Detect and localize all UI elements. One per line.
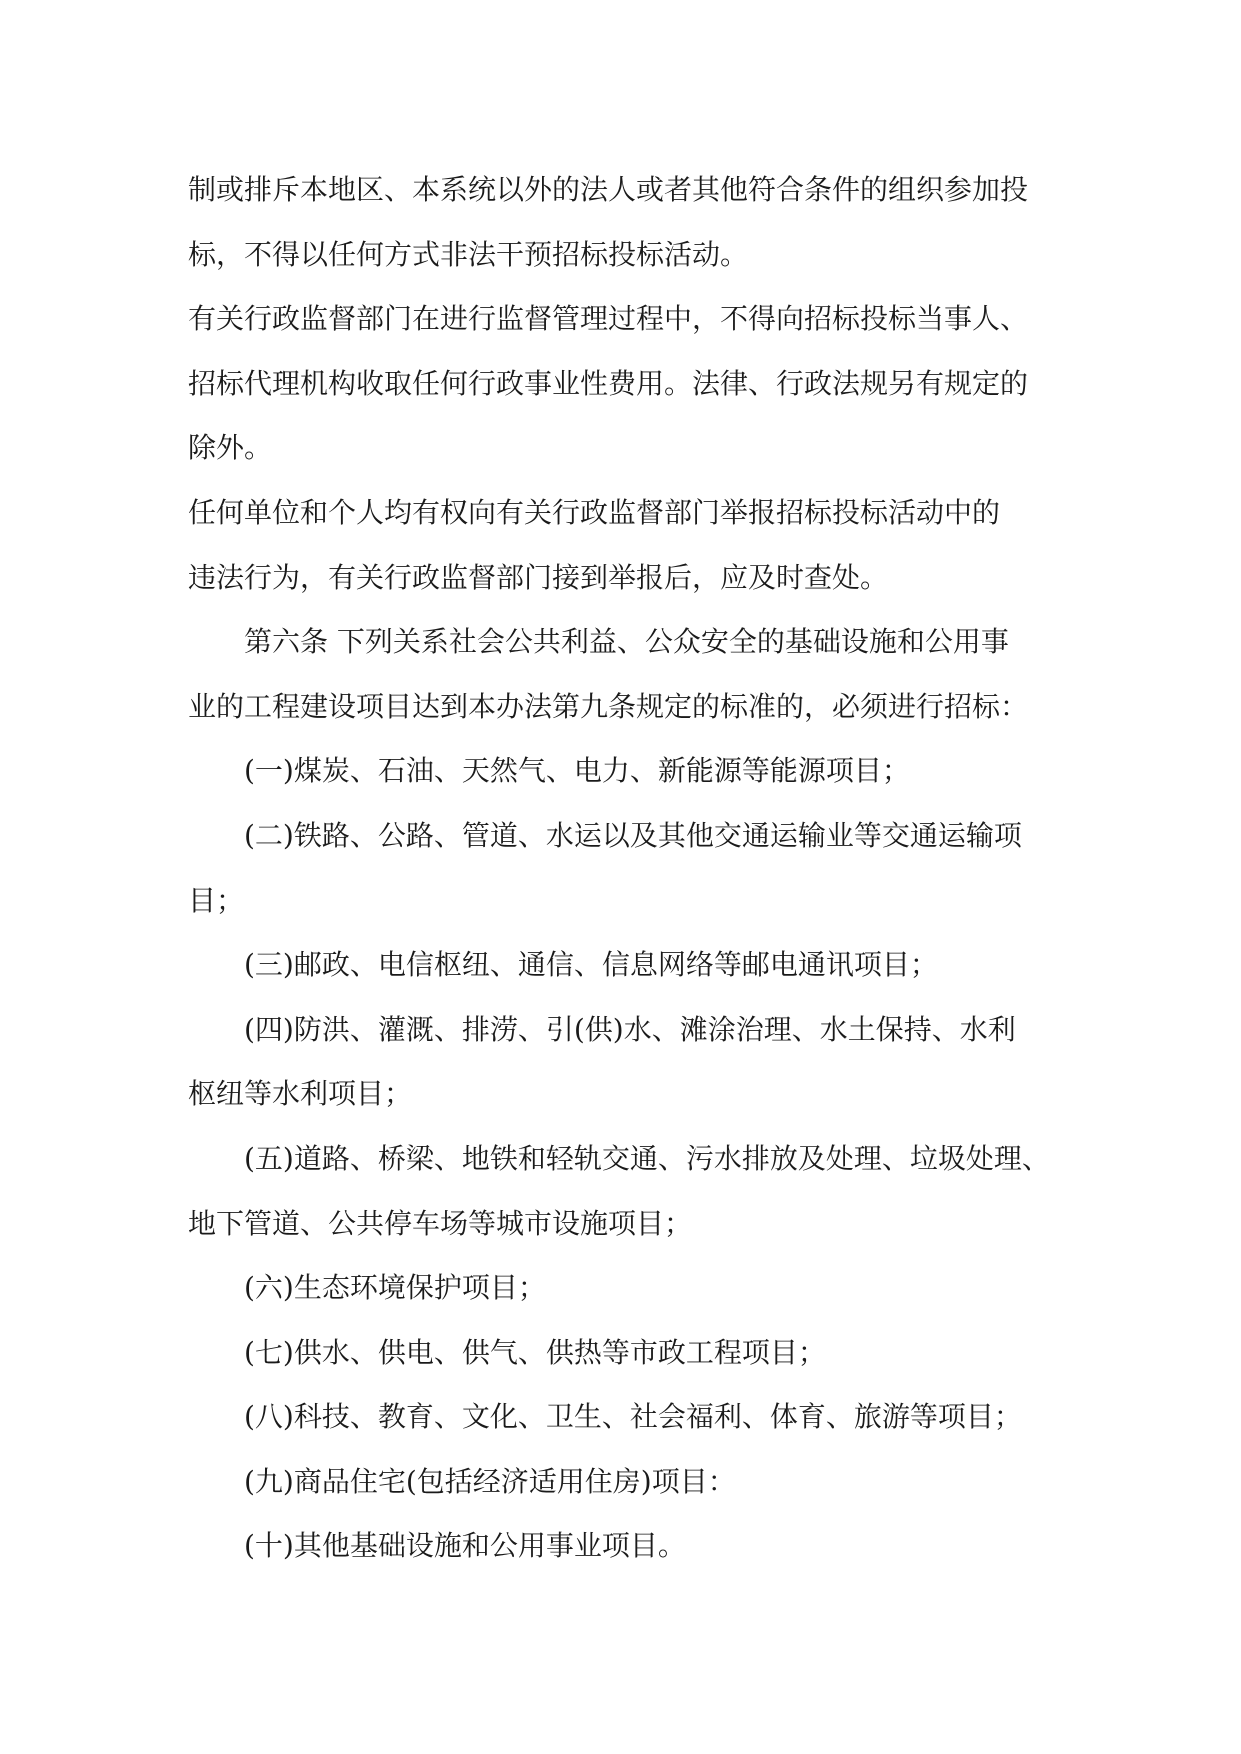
paragraph [188, 1127, 1068, 1256]
text-line: (八)科技、教育、文化、卫生、社会福利、体育、旅游等项目； [244, 1400, 1022, 1434]
text-line: 目； [188, 883, 245, 917]
text-line: (十)其他基础设施和公用事业项目。 [244, 1529, 686, 1563]
text-line: (二)铁路、公路、管道、水运以及其他交通运输业等交通运输项 [244, 818, 1022, 852]
text-line: 有关行政监督部门在进行监督管理过程中，不得向招标投标当事人、 [188, 302, 1029, 336]
text-line: (三)邮政、电信枢纽、通信、信息网络等邮电通讯项目； [244, 948, 938, 982]
text-line: 除外。 [188, 431, 273, 465]
text-line: (六)生态环境保护项目； [244, 1271, 546, 1305]
text-line: 第六条 下列关系社会公共利益、公众安全的基础设施和公用事 [244, 625, 1009, 659]
paragraph [188, 1321, 1068, 1386]
text-line: 任何单位和个人均有权向有关行政监督部门举报招标投标活动中的 [188, 495, 1001, 529]
paragraph [188, 1385, 1068, 1450]
text-line: (一)煤炭、石油、天然气、电力、新能源等能源项目； [244, 754, 910, 788]
paragraph [188, 610, 1068, 739]
text-line: 标，不得以任何方式非法干预招标投标活动。 [188, 237, 749, 271]
paragraph [188, 1450, 1068, 1515]
text-line: 违法行为，有关行政监督部门接到举报后，应及时查处。 [188, 560, 889, 594]
text-line: 业的工程建设项目达到本办法第九条规定的标准的，必须进行招标： [188, 689, 1029, 723]
document-body [188, 158, 1068, 1579]
paragraph [188, 481, 1068, 610]
text-line: (七)供水、供电、供气、供热等市政工程项目； [244, 1335, 826, 1369]
paragraph [188, 287, 1068, 481]
text-line: 枢纽等水利项目； [188, 1077, 413, 1111]
text-line: (四)防洪、灌溉、排涝、引(供)水、滩涂治理、水土保持、水利 [244, 1012, 1016, 1046]
paragraph [188, 933, 1068, 998]
text-line: 地下管道、公共停车场等城市设施项目； [188, 1206, 693, 1240]
text-line: 招标代理机构收取任何行政事业性费用。法律、行政法规另有规定的 [188, 366, 1029, 400]
paragraph [188, 739, 1068, 804]
paragraph [188, 804, 1068, 933]
paragraph [188, 158, 1068, 287]
paragraph [188, 1514, 1068, 1579]
text-line: 制或排斥本地区、本系统以外的法人或者其他符合条件的组织参加投 [188, 173, 1029, 206]
paragraph [188, 1256, 1068, 1321]
paragraph [188, 998, 1068, 1127]
text-line: (五)道路、桥梁、地铁和轻轨交通、污水排放及处理、垃圾处理、 [244, 1141, 1050, 1175]
text-line: (九)商品住宅(包括经济适用住房)项目： [244, 1464, 736, 1498]
